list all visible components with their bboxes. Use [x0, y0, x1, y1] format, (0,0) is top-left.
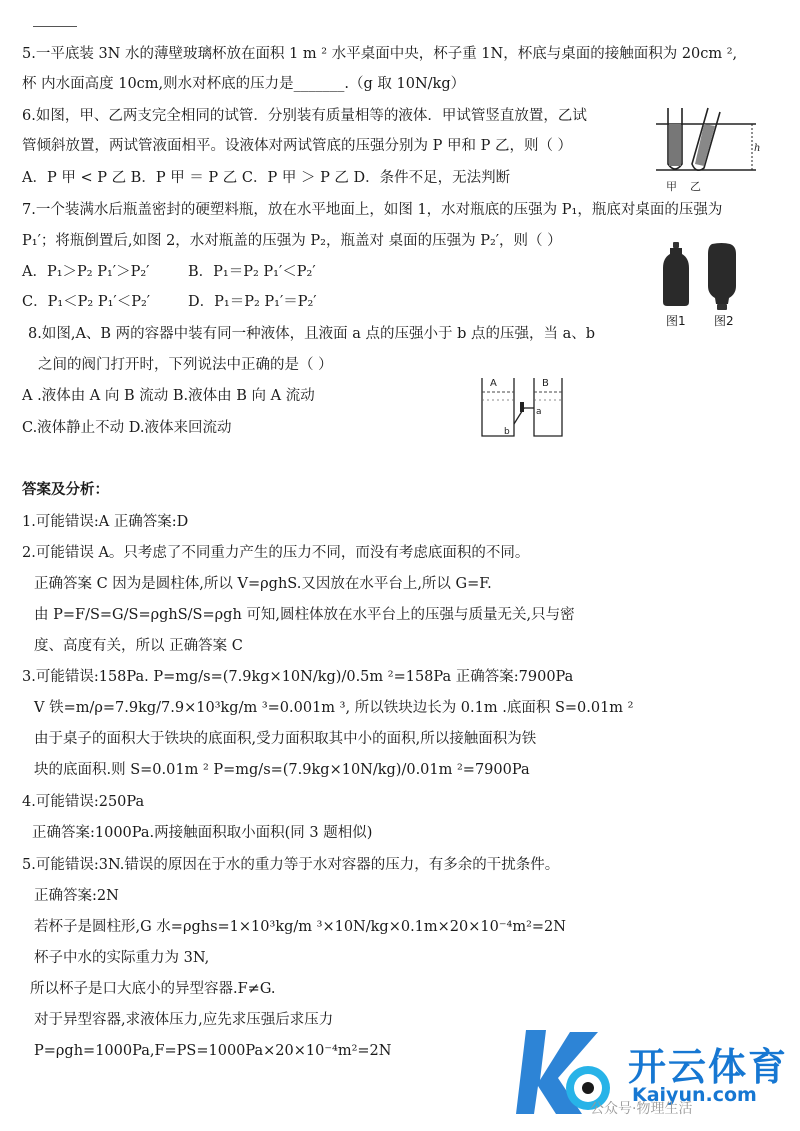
point-b-label: b — [504, 427, 510, 437]
answer-4-line-1: 4.可能错误:250Pa — [22, 794, 145, 810]
answer-5-line-2: 正确答案:2N — [34, 888, 119, 904]
top-rule — [33, 26, 77, 27]
answer-2-line-3: 由 P=F/S=G/S=ρghS/S=ρgh 可知,圆柱体放在水平台上的压强与质量无关,只与密 — [34, 607, 575, 623]
q8-line-1: 8.如图,A、B 两的容器中装有同一种液体，且液面 a 点的压强小于 b 点的压强，当 a、b — [28, 326, 596, 342]
answer-4-line-2: 正确答案:1000Pa.两接触面积取小面积(同 3 题相似) — [32, 825, 373, 841]
answer-5-line-5: 所以杯子是口大底小的异型容器.F≠G. — [30, 981, 276, 997]
test-tubes-figure — [652, 98, 768, 196]
container-b-label: B — [542, 378, 549, 389]
answer-5-line-6: 对于异型容器,求液体压力,应先求压强后求压力 — [34, 1012, 334, 1028]
figure-2-label: 图2 — [714, 314, 734, 328]
q6-line-1: 6.如图，甲、乙两支完全相同的试管．分别装有质量相等的液体．甲试管竖直放置，乙试 — [22, 108, 587, 124]
figure-label-yi: 乙 — [690, 180, 701, 193]
q8-line-3: A .液体由 A 向 B 流动 B.液体由 B 向 A 流动 — [22, 388, 315, 404]
q8-line-4: C.液体静止不动 D.液体来回流动 — [22, 420, 232, 436]
answer-5-line-7: P=ρgh=1000Pa,F=PS=1000Pa×20×10⁻⁴m²=2N — [34, 1043, 392, 1059]
q8-line-2: 之间的阀门打开时，下列说法中正确的是（ ） — [38, 357, 333, 373]
q7-option-d: D．P₁＝P₂ P₁′＝P₂′ — [188, 294, 317, 310]
point-a-label: a — [536, 407, 542, 417]
brand-chinese-name: 开云体育 — [628, 1045, 789, 1089]
q5-line-1: 5.一平底装 3N 水的薄壁玻璃杯放在面积 1 m ² 水平桌面中央，杯子重 1N，杯底与桌面的接触面积为 20cm ², — [22, 46, 738, 62]
answer-2-line-2: 正确答案 C 因为是圆柱体,所以 V=ρghS.又因放在水平台上,所以 G=F. — [34, 576, 492, 592]
figure-1-label: 图1 — [666, 314, 686, 328]
answer-2-line-1: 2.可能错误 A。只考虑了不同重力产生的压力不同，而没有考虑底面积的不同。 — [22, 545, 530, 561]
answer-2-line-4: 度、高度有关，所以 正确答案 C — [34, 638, 243, 654]
answer-3-line-2: V 铁=m/ρ=7.9kg/7.9×10³kg/m ³=0.001m ³, 所以铁块边长为 0.1m .底面积 S=0.01m ² — [34, 700, 634, 716]
wechat-account-label: 公众号·物理生活 — [590, 1101, 693, 1117]
brand-english-name: Kaiyun.com — [632, 1084, 757, 1106]
answer-3-line-4: 块的底面积.则 S=0.01m ² P=mg/s=(7.9kg×10N/kg)/0.01m ²=7900Pa — [34, 762, 530, 778]
answer-5-line-4: 杯子中水的实际重力为 3N, — [34, 950, 210, 966]
q7-option-b: B．P₁＝P₂ P₁′＜P₂′ — [188, 264, 316, 280]
container-a-label: A — [490, 378, 497, 389]
q6-line-2: 管倾斜放置，两试管液面相平。设液体对两试管底的压强分别为 P 甲和 P 乙，则（ ） — [22, 138, 573, 154]
q7-option-a: A．P₁＞P₂ P₁′＞P₂′ — [22, 264, 150, 280]
answer-3-line-3: 由于桌子的面积大于铁块的底面积,受力面积取其中小的面积,所以接触面积为铁 — [34, 731, 537, 747]
answer-1: 1.可能错误:A 正确答案:D — [22, 514, 189, 530]
connected-containers-figure — [474, 372, 574, 442]
q7-line-2: P₁′；将瓶倒置后,如图 2，水对瓶盖的压强为 P₂，瓶盖对 桌面的压强为 P₂′，则（ ） — [22, 233, 562, 249]
answer-5-line-1: 5.可能错误:3N.错误的原因在于水的重力等于水对容器的压力，有多余的干扰条件。 — [22, 857, 560, 873]
bottles-figure — [658, 242, 758, 314]
q6-options: A．P 甲 < P 乙 B．P 甲 ＝ P 乙 C．P 甲 ＞ P 乙 D．条件不足，无法判断 — [22, 170, 511, 186]
q7-line-1: 7.一个装满水后瓶盖密封的硬塑料瓶，放在水平地面上，如图 1，水对瓶底的压强为 P₁，瓶底对桌面的压强为 — [22, 202, 723, 218]
answer-3-line-1: 3.可能错误:158Pa. P=mg/s=(7.9kg×10N/kg)/0.5m ²=158Pa 正确答案:7900Pa — [22, 669, 574, 685]
answer-5-line-3: 若杯子是圆柱形,G 水=ρghs=1×10³kg/m ³×10N/kg×0.1m×20×10⁻⁴m²=2N — [34, 919, 566, 935]
q7-option-c: C．P₁＜P₂ P₁′＜P₂′ — [22, 294, 151, 310]
figure-label-jia: 甲 — [666, 180, 677, 193]
figure-label-h: h — [754, 143, 761, 154]
answers-heading: 答案及分析： — [22, 481, 109, 498]
q5-line-2: 杯 内水面高度 10cm,则水对杯底的压力是_______.（g 取 10N/kg） — [22, 76, 466, 92]
